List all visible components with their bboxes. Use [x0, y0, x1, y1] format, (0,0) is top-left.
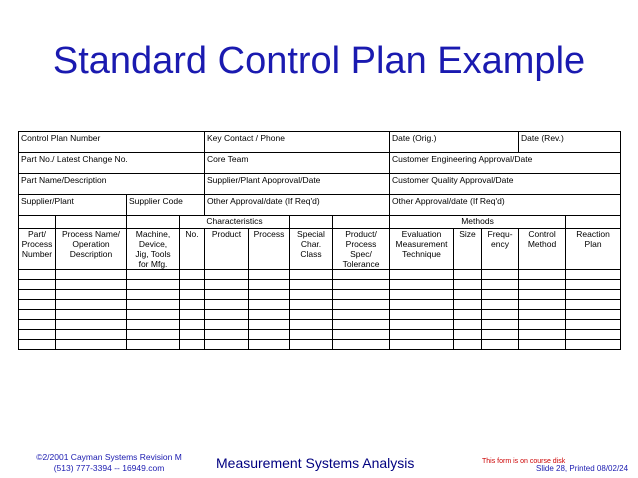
table-cell[interactable]	[180, 320, 205, 330]
table-cell[interactable]	[127, 300, 180, 310]
table-cell[interactable]	[290, 330, 333, 340]
table-cell[interactable]	[205, 270, 249, 280]
table-cell[interactable]	[205, 310, 249, 320]
table-cell[interactable]	[19, 270, 56, 280]
customer-engineering-approval-field[interactable]: Customer Engineering Approval/Date	[390, 153, 621, 174]
table-cell[interactable]	[56, 310, 127, 320]
table-cell[interactable]	[19, 290, 56, 300]
table-cell[interactable]	[390, 330, 454, 340]
column-header: Process	[249, 229, 290, 270]
column-header: Part/ Process Number	[19, 229, 56, 270]
table-cell[interactable]	[56, 320, 127, 330]
table-cell[interactable]	[566, 320, 621, 330]
table-cell[interactable]	[566, 270, 621, 280]
table-cell[interactable]	[19, 310, 56, 320]
core-team-field[interactable]: Core Team	[205, 153, 390, 174]
table-cell[interactable]	[333, 270, 390, 280]
table-cell[interactable]	[127, 330, 180, 340]
table-cell[interactable]	[180, 340, 205, 350]
table-cell[interactable]	[180, 310, 205, 320]
table-cell[interactable]	[519, 290, 566, 300]
table-cell[interactable]	[249, 300, 290, 310]
table-row	[19, 270, 621, 280]
copyright-footer	[34, 452, 184, 474]
table-cell[interactable]	[180, 280, 205, 290]
methods-group-label: Methods	[390, 216, 566, 229]
table-cell[interactable]	[127, 290, 180, 300]
column-header: Special Char. Class	[290, 229, 333, 270]
control-plan-number-field[interactable]: Control Plan Number	[19, 132, 205, 153]
table-cell[interactable]	[454, 300, 482, 310]
table-cell[interactable]	[127, 340, 180, 350]
column-header: Reaction Plan	[566, 229, 621, 270]
table-cell[interactable]	[180, 270, 205, 280]
table-cell[interactable]	[290, 310, 333, 320]
column-header-row	[19, 229, 621, 270]
column-header: Product/ Process Spec/ Tolerance	[333, 229, 390, 270]
table-cell[interactable]	[482, 310, 519, 320]
table-cell[interactable]	[127, 320, 180, 330]
table-row	[19, 310, 621, 320]
date-rev-field[interactable]: Date (Rev.)	[519, 132, 621, 153]
table-cell[interactable]	[390, 300, 454, 310]
other-approval-field-1[interactable]: Other Approval/date (If Req'd)	[205, 195, 390, 216]
column-header: Evaluation Measurement Technique	[390, 229, 454, 270]
table-cell[interactable]	[205, 290, 249, 300]
column-header: Machine, Device, Jig, Tools for Mfg.	[127, 229, 180, 270]
table-cell[interactable]	[454, 290, 482, 300]
header-row-1	[19, 132, 621, 153]
table-cell[interactable]	[56, 270, 127, 280]
footer-course-title: Measurement Systems Analysis	[216, 455, 415, 471]
table-cell[interactable]	[454, 340, 482, 350]
table-cell[interactable]	[333, 300, 390, 310]
table-cell[interactable]	[19, 320, 56, 330]
page-title: Standard Control Plan Example	[52, 40, 586, 82]
table-cell[interactable]	[180, 290, 205, 300]
table-row	[19, 290, 621, 300]
supplier-plant-field[interactable]: Supplier/Plant	[19, 195, 127, 216]
table-cell[interactable]	[482, 330, 519, 340]
table-cell[interactable]	[127, 280, 180, 290]
course-disk-note: This form is on course disk	[482, 458, 566, 465]
date-orig-field[interactable]: Date (Orig.)	[390, 132, 519, 153]
table-cell[interactable]	[566, 300, 621, 310]
header-row-3	[19, 174, 621, 195]
table-cell[interactable]	[566, 290, 621, 300]
table-cell[interactable]	[290, 340, 333, 350]
table-cell[interactable]	[180, 300, 205, 310]
table-cell[interactable]	[454, 310, 482, 320]
table-cell[interactable]	[249, 320, 290, 330]
characteristics-group-label: Characteristics	[180, 216, 290, 229]
table-cell[interactable]	[566, 310, 621, 320]
table-cell[interactable]	[333, 310, 390, 320]
table-cell[interactable]	[249, 280, 290, 290]
table-cell[interactable]	[127, 270, 180, 280]
table-cell[interactable]	[454, 320, 482, 330]
supplier-code-field[interactable]: Supplier Code	[127, 195, 205, 216]
table-cell[interactable]	[390, 290, 454, 300]
table-row	[19, 300, 621, 310]
table-cell[interactable]	[290, 300, 333, 310]
key-contact-field[interactable]: Key Contact / Phone	[205, 132, 390, 153]
table-cell[interactable]	[390, 280, 454, 290]
header-row-4	[19, 195, 621, 216]
table-cell[interactable]	[19, 340, 56, 350]
customer-quality-approval-field[interactable]: Customer Quality Approval/Date	[390, 174, 621, 195]
table-cell[interactable]	[519, 310, 566, 320]
column-header: Product	[205, 229, 249, 270]
table-cell[interactable]	[482, 290, 519, 300]
column-header: Frequ- ency	[482, 229, 519, 270]
column-header: Control Method	[519, 229, 566, 270]
table-cell[interactable]	[205, 300, 249, 310]
table-cell[interactable]	[454, 330, 482, 340]
slide-number: Slide 28, Printed 08/02/24	[536, 464, 629, 473]
table-cell[interactable]	[205, 330, 249, 340]
column-header: No.	[180, 229, 205, 270]
table-cell[interactable]	[482, 340, 519, 350]
table-cell[interactable]	[519, 280, 566, 290]
table-cell[interactable]	[205, 280, 249, 290]
table-cell[interactable]	[482, 320, 519, 330]
table-cell[interactable]	[290, 320, 333, 330]
table-cell[interactable]	[519, 320, 566, 330]
table-cell[interactable]	[56, 330, 127, 340]
table-cell[interactable]	[19, 330, 56, 340]
table-cell[interactable]	[249, 310, 290, 320]
table-cell[interactable]	[56, 300, 127, 310]
copyright-line-1: ©2/2001 Cayman Systems Revision M	[36, 452, 182, 462]
table-cell[interactable]	[333, 280, 390, 290]
table-cell[interactable]	[333, 330, 390, 340]
column-header: Size	[454, 229, 482, 270]
table-cell[interactable]	[333, 290, 390, 300]
table-cell[interactable]	[482, 300, 519, 310]
table-cell[interactable]	[205, 320, 249, 330]
table-cell[interactable]	[56, 340, 127, 350]
table-cell[interactable]	[249, 270, 290, 280]
table-cell[interactable]	[482, 280, 519, 290]
table-cell[interactable]	[482, 270, 519, 280]
copyright-line-2: (513) 777-3394 -- 16949.com	[53, 463, 165, 473]
table-cell[interactable]	[390, 310, 454, 320]
table-cell[interactable]	[519, 270, 566, 280]
table-cell[interactable]	[333, 340, 390, 350]
group-header-row	[19, 216, 621, 229]
control-plan-table	[18, 131, 621, 350]
table-cell[interactable]	[390, 270, 454, 280]
table-cell[interactable]	[519, 340, 566, 350]
table-cell[interactable]	[566, 340, 621, 350]
header-row-2	[19, 153, 621, 174]
table-cell[interactable]	[249, 290, 290, 300]
table-cell[interactable]	[249, 340, 290, 350]
table-row	[19, 330, 621, 340]
table-cell[interactable]	[290, 270, 333, 280]
table-cell[interactable]	[205, 340, 249, 350]
table-row	[19, 340, 621, 350]
part-no-field[interactable]: Part No./ Latest Change No.	[19, 153, 205, 174]
table-cell[interactable]	[19, 300, 56, 310]
data-rows	[19, 270, 621, 350]
supplier-plant-approval-field[interactable]: Supplier/Plant Apoproval/Date	[205, 174, 390, 195]
table-cell[interactable]	[56, 290, 127, 300]
table-cell[interactable]	[333, 320, 390, 330]
other-approval-field-2[interactable]: Other Approval/date (If Req'd)	[390, 195, 621, 216]
table-cell[interactable]	[180, 330, 205, 340]
table-row	[19, 280, 621, 290]
table-cell[interactable]	[390, 340, 454, 350]
table-cell[interactable]	[19, 280, 56, 290]
table-cell[interactable]	[249, 330, 290, 340]
table-cell[interactable]	[290, 290, 333, 300]
table-cell[interactable]	[454, 280, 482, 290]
table-cell[interactable]	[566, 280, 621, 290]
table-cell[interactable]	[566, 330, 621, 340]
part-name-field[interactable]: Part Name/Description	[19, 174, 205, 195]
column-header: Process Name/ Operation Description	[56, 229, 127, 270]
table-cell[interactable]	[390, 320, 454, 330]
table-cell[interactable]	[56, 280, 127, 290]
table-cell[interactable]	[519, 330, 566, 340]
table-cell[interactable]	[519, 300, 566, 310]
table-cell[interactable]	[127, 310, 180, 320]
table-cell[interactable]	[454, 270, 482, 280]
table-cell[interactable]	[290, 280, 333, 290]
table-row	[19, 320, 621, 330]
